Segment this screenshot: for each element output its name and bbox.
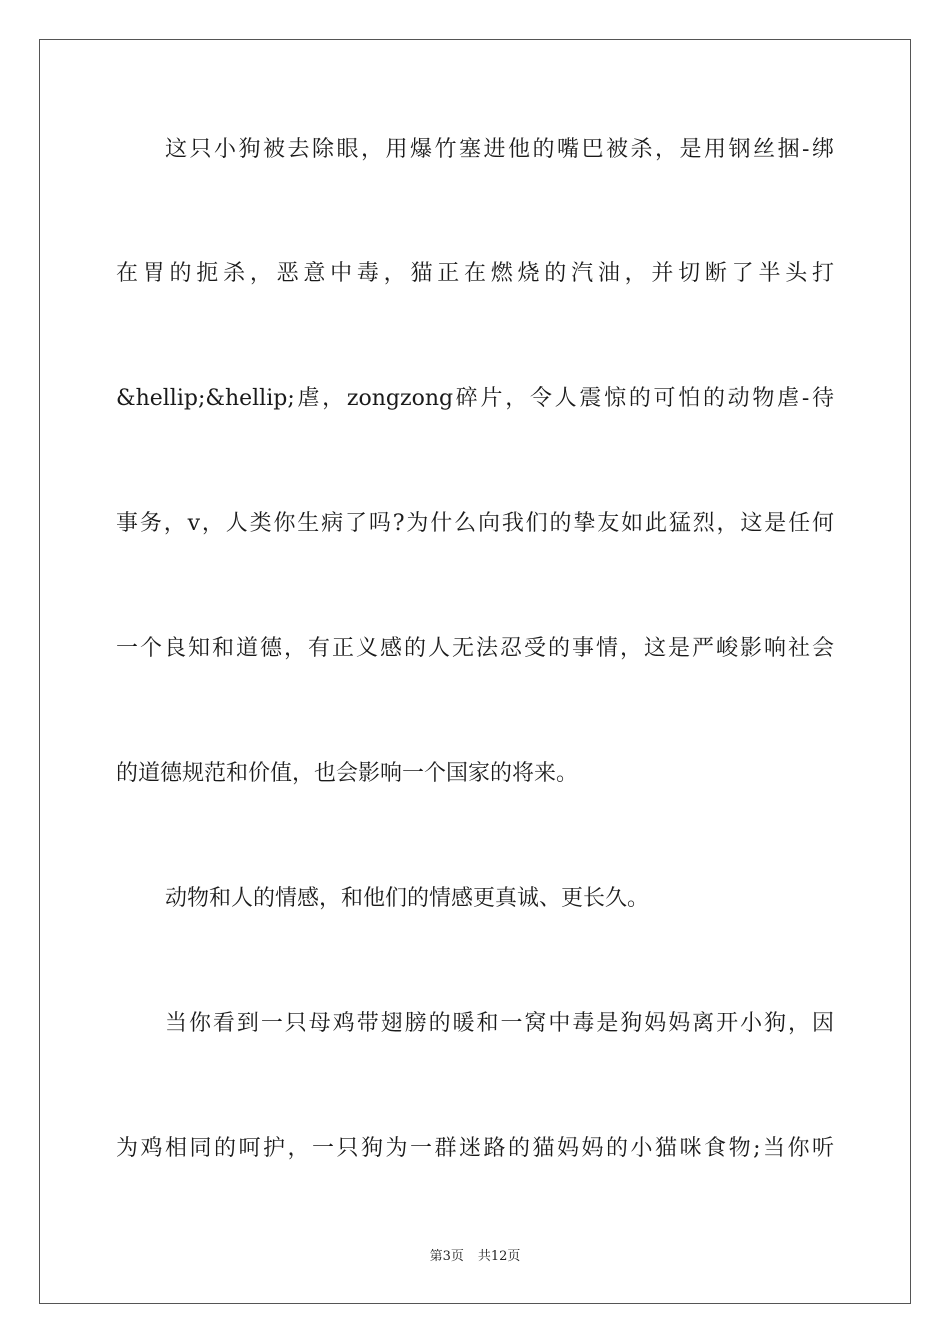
page-total: 共12页	[477, 1249, 521, 1264]
page-footer	[0, 1248, 950, 1266]
text-line-2: 在胃的扼杀，恶意中毒，猫正在燃烧的汽油，并切断了半头打	[116, 261, 834, 286]
text-line-1: 这只小狗被去除眼，用爆竹塞进他的嘴巴被杀，是用钢丝捆-绑	[165, 137, 834, 162]
text-line-6: 的道德规范和价值，也会影响一个国家的将来。	[116, 761, 579, 786]
page-number: 第3页	[429, 1249, 464, 1264]
text-line-9: 为鸡相同的呵护，一只狗为一群迷路的猫妈妈的小猫咪食物;当你听	[116, 1136, 834, 1161]
text-line-7: 动物和人的情感，和他们的情感更真诚、更长久。	[165, 886, 650, 911]
text-line-4: 事务，v，人类你生病了吗?为什么向我们的挚友如此猛烈，这是任何	[116, 511, 834, 536]
text-line-8: 当你看到一只母鸡带翅膀的暖和一窝中毒是狗妈妈离开小狗，因	[165, 1011, 834, 1036]
text-line-5: 一个良知和道德，有正义感的人无法忍受的事情，这是严峻影响社会	[116, 636, 834, 661]
text-line-3: &hellip;&hellip;虐，zongzong碎片，令人震惊的可怕的动物虐-待	[116, 386, 834, 411]
page-border	[39, 39, 911, 1304]
